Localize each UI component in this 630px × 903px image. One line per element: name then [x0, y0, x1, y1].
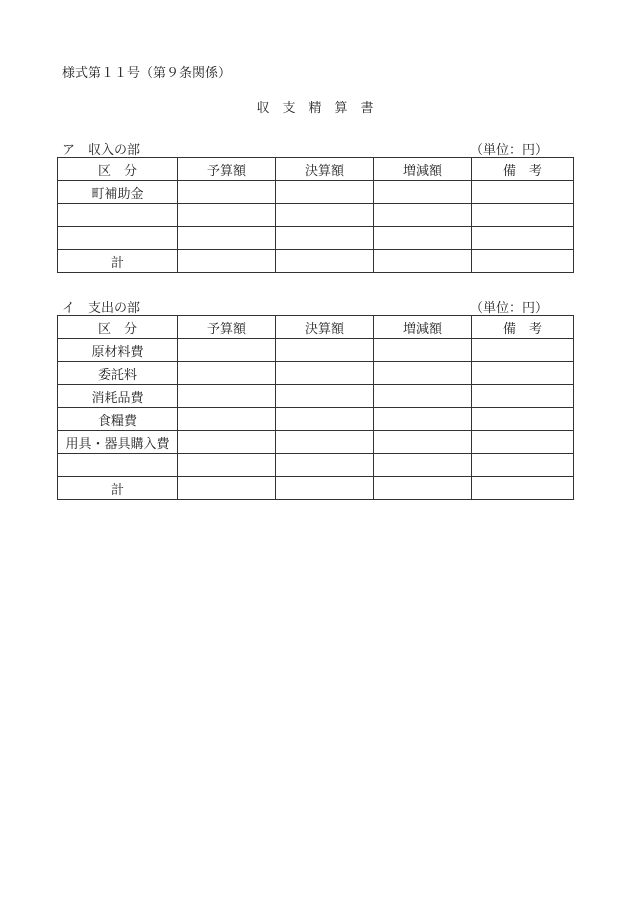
expense-total-label: 計	[58, 477, 178, 500]
expense-category-cell: 原材料費	[58, 339, 178, 362]
remarks-cell	[472, 385, 574, 408]
budget-cell	[178, 477, 276, 500]
income-header-row	[58, 158, 574, 181]
table-row	[58, 181, 574, 204]
remarks-cell	[472, 408, 574, 431]
document-title: 収 支 精 算 書	[256, 101, 374, 116]
income-section-header	[62, 139, 548, 157]
header-settlement: 決算額	[276, 158, 374, 181]
settlement-cell	[276, 477, 374, 500]
remarks-cell	[472, 454, 574, 477]
header-budget: 予算額	[178, 316, 276, 339]
settlement-cell	[276, 454, 374, 477]
budget-cell	[178, 431, 276, 454]
difference-cell	[374, 477, 472, 500]
settlement-cell	[276, 250, 374, 273]
income-total-label: 計	[58, 250, 178, 273]
table-row	[58, 431, 574, 454]
remarks-cell	[472, 431, 574, 454]
settlement-cell	[276, 339, 374, 362]
table-row	[58, 385, 574, 408]
income-category-cell	[58, 227, 178, 250]
expense-category-cell	[58, 454, 178, 477]
remarks-cell	[472, 339, 574, 362]
income-unit-label: （単位：円）	[469, 143, 548, 158]
expense-table	[57, 315, 574, 500]
settlement-cell	[276, 408, 374, 431]
table-row	[58, 339, 574, 362]
budget-cell	[178, 181, 276, 204]
remarks-cell	[472, 181, 574, 204]
settlement-cell	[276, 362, 374, 385]
table-row	[58, 204, 574, 227]
budget-cell	[178, 454, 276, 477]
settlement-cell	[276, 227, 374, 250]
expense-total-row	[58, 477, 574, 500]
header-remarks: 備 考	[472, 316, 574, 339]
form-number: 様式第１１号（第９条関係）	[62, 66, 232, 81]
income-table	[57, 157, 574, 273]
budget-cell	[178, 250, 276, 273]
expense-header-row	[58, 316, 574, 339]
income-category-cell	[58, 204, 178, 227]
expense-category-cell: 消耗品費	[58, 385, 178, 408]
budget-cell	[178, 385, 276, 408]
table-row	[58, 408, 574, 431]
difference-cell	[374, 181, 472, 204]
difference-cell	[374, 250, 472, 273]
table-row	[58, 454, 574, 477]
budget-cell	[178, 339, 276, 362]
expense-category-cell: 委託料	[58, 362, 178, 385]
header-budget: 予算額	[178, 158, 276, 181]
settlement-cell	[276, 385, 374, 408]
header-difference: 増減額	[374, 316, 472, 339]
expense-category-cell: 食糧費	[58, 408, 178, 431]
settlement-cell	[276, 431, 374, 454]
budget-cell	[178, 204, 276, 227]
income-category-cell: 町補助金	[58, 181, 178, 204]
remarks-cell	[472, 477, 574, 500]
remarks-cell	[472, 362, 574, 385]
header-settlement: 決算額	[276, 316, 374, 339]
table-row	[58, 227, 574, 250]
settlement-cell	[276, 181, 374, 204]
budget-cell	[178, 408, 276, 431]
difference-cell	[374, 227, 472, 250]
income-total-row	[58, 250, 574, 273]
difference-cell	[374, 362, 472, 385]
expense-section-header	[62, 297, 548, 315]
difference-cell	[374, 431, 472, 454]
header-difference: 増減額	[374, 158, 472, 181]
header-category: 区 分	[58, 316, 178, 339]
difference-cell	[374, 385, 472, 408]
budget-cell	[178, 362, 276, 385]
remarks-cell	[472, 204, 574, 227]
settlement-cell	[276, 204, 374, 227]
difference-cell	[374, 204, 472, 227]
expense-section-title: イ 支出の部	[62, 301, 141, 316]
expense-unit-label: （単位：円）	[469, 301, 548, 316]
table-row	[58, 362, 574, 385]
difference-cell	[374, 339, 472, 362]
remarks-cell	[472, 227, 574, 250]
difference-cell	[374, 408, 472, 431]
income-section-title: ア 収入の部	[62, 143, 141, 158]
remarks-cell	[472, 250, 574, 273]
difference-cell	[374, 454, 472, 477]
expense-category-cell: 用具・器具購入費	[58, 431, 178, 454]
budget-cell	[178, 227, 276, 250]
header-category: 区 分	[58, 158, 178, 181]
header-remarks: 備 考	[472, 158, 574, 181]
